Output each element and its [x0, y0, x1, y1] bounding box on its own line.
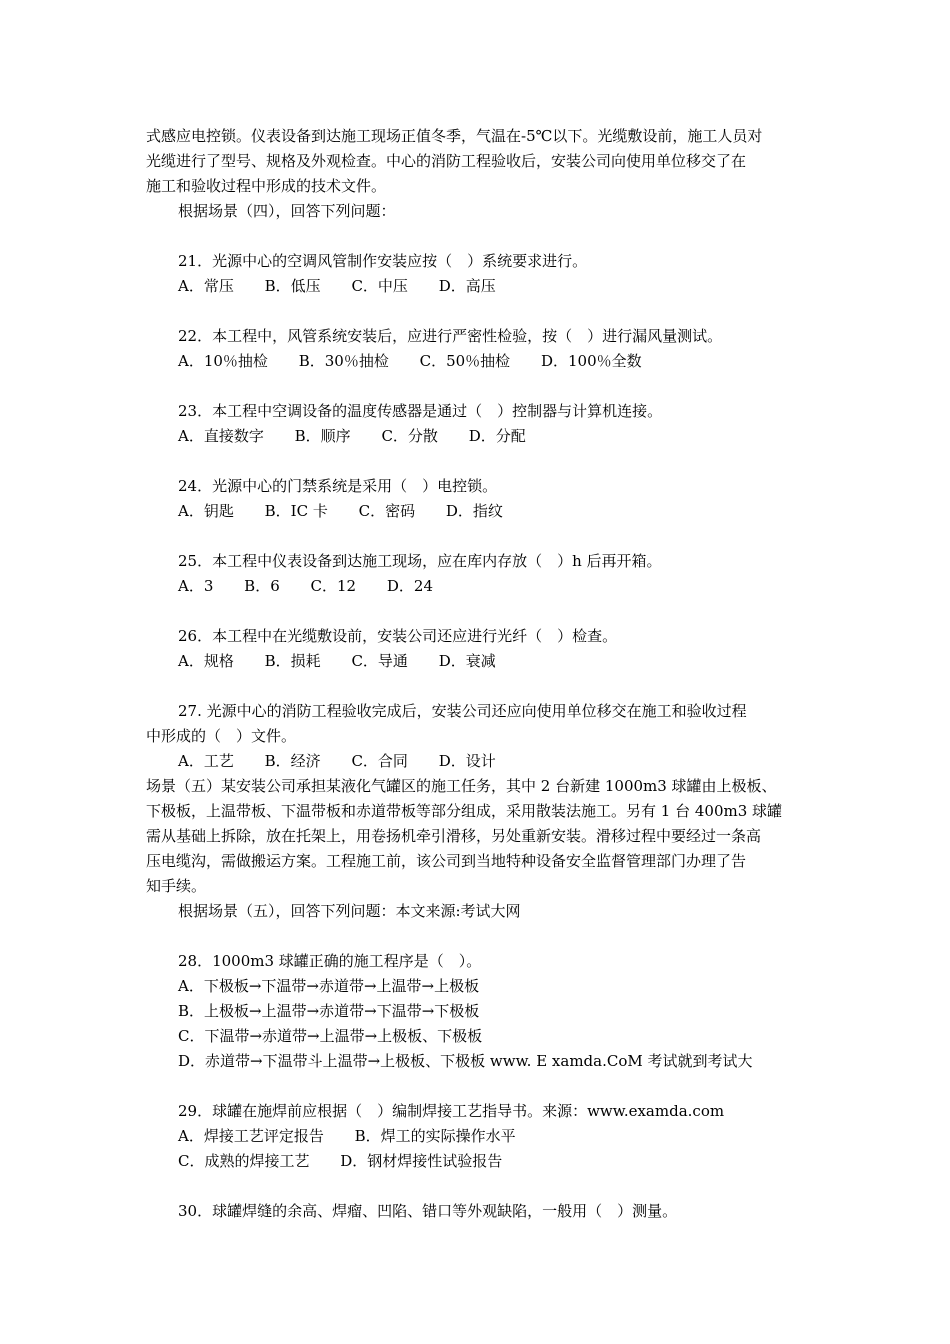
question-stem: 21．光源中心的空调风管制作安装应按（ ）系统要求进行。 [178, 252, 588, 270]
option-b: B．30％抽检 [298, 352, 389, 370]
option-a: A．3 [178, 577, 214, 595]
question-options [146, 349, 814, 374]
question-stem: 28．1000m3 球罐正确的施工程序是（ ）。 [178, 952, 482, 970]
question-28 [146, 949, 814, 1074]
question-23 [146, 399, 814, 449]
scene4-line: 光缆进行了型号、规格及外观检查。中心的消防工程验收后，安装公司向使用单位移交了在 [146, 152, 747, 170]
option-a: A．工艺 [178, 752, 234, 770]
scene4-line: 施工和验收过程中形成的技术文件。 [146, 177, 387, 195]
option-a: A．10％抽检 [178, 352, 268, 370]
question-stem: 29．球罐在施焊前应根据（ ）编制焊接工艺指导书。来源：www.examda.com [178, 1102, 725, 1120]
option-b: B．6 [244, 577, 280, 595]
option-c: C．合同 [351, 752, 408, 770]
option-c: C．导通 [351, 652, 408, 670]
option-c: C．分散 [381, 427, 438, 445]
scene5-line: 压电缆沟，需做搬运方案。工程施工前，该公司到当地特种设备安全监督管理部门办理了告 [146, 852, 747, 870]
question-options [146, 574, 814, 599]
option-a: A．规格 [178, 652, 234, 670]
option-a: A．常压 [178, 277, 234, 295]
option-d: D．高压 [438, 277, 496, 295]
option-c: C．下温带→赤道带→上温带→上极板、下极板 [178, 1027, 483, 1045]
option-a: A．钥匙 [178, 502, 234, 520]
question-options [146, 499, 814, 524]
scene5-prompt: 根据场景（五），回答下列问题：本文来源:考试大网 [178, 902, 521, 920]
option-d: D．衰减 [438, 652, 496, 670]
scene4-paragraph [146, 124, 814, 199]
scene4-prompt: 根据场景（四），回答下列问题： [178, 202, 396, 220]
question-stem: 30．球罐焊缝的余高、焊瘤、凹陷、错口等外观缺陷，一般用（ ）测量。 [178, 1202, 678, 1220]
question-options-row [146, 1149, 814, 1174]
question-stem-continued: 中形成的（ ）文件。 [146, 727, 297, 745]
question-24 [146, 474, 814, 524]
scene5-paragraph [146, 774, 814, 899]
question-stem: 24．光源中心的门禁系统是采用（ ）电控锁。 [178, 477, 498, 495]
question-stem: 26．本工程中在光缆敷设前，安装公司还应进行光纤（ ）检查。 [178, 627, 618, 645]
option-c: C．50％抽检 [419, 352, 511, 370]
question-27 [146, 699, 814, 774]
scene4-line: 式感应电控锁。仪表设备到达施工现场正值冬季，气温在-5℃以下。光缆敷设前，施工人员对 [146, 127, 763, 145]
document-body [146, 124, 814, 1224]
scene5-line: 场景（五）某安装公司承担某液化气罐区的施工任务，其中 2 台新建 1000m3 球罐由上极板、 [146, 777, 777, 795]
option-a: A．下极板→下温带→赤道带→上温带→上极板 [178, 977, 480, 995]
question-options [146, 424, 814, 449]
option-d: D．24 [386, 577, 434, 595]
scene5-line: 下极板，上温带板、下温带板和赤道带板等部分组成，采用散装法施工。另有 1 台 400m3 球罐 [146, 802, 783, 820]
option-d: D．分配 [468, 427, 526, 445]
option-c: C．中压 [351, 277, 408, 295]
option-d: D．赤道带→下温带斗上温带→上极板、下极板 www. E xamda.CoM 考试就到考试大 [178, 1052, 753, 1070]
question-26 [146, 624, 814, 674]
option-d: D．100％全数 [540, 352, 642, 370]
question-stem: 25．本工程中仪表设备到达施工现场，应在库内存放（ ）h 后再开箱。 [178, 552, 662, 570]
question-30 [146, 1199, 814, 1224]
question-options [146, 649, 814, 674]
option-c: C．密码 [358, 502, 416, 520]
option-b: B．顺序 [294, 427, 351, 445]
question-stem: 22．本工程中，风管系统安装后，应进行严密性检验，按（ ）进行漏风量测试。 [178, 327, 723, 345]
question-29 [146, 1099, 814, 1174]
question-22 [146, 324, 814, 374]
option-b: B．低压 [264, 277, 321, 295]
option-a: A．直接数字 [178, 427, 264, 445]
option-b: B．IC 卡 [264, 502, 328, 520]
option-c: C．成熟的焊接工艺 [178, 1152, 310, 1170]
question-stem: 27. 光源中心的消防工程验收完成后，安装公司还应向使用单位移交在施工和验收过程 [178, 702, 747, 720]
option-b: B．上极板→上温带→赤道带→下温带→下极板 [178, 1002, 480, 1020]
question-options-row [146, 1124, 814, 1149]
option-b: B．经济 [264, 752, 321, 770]
question-stem: 23．本工程中空调设备的温度传感器是通过（ ）控制器与计算机连接。 [178, 402, 663, 420]
option-d: D．钢材焊接性试验报告 [340, 1152, 503, 1170]
question-options [146, 274, 814, 299]
question-21 [146, 249, 814, 299]
option-c: C．12 [310, 577, 357, 595]
question-25 [146, 549, 814, 599]
option-d: D．指纹 [445, 502, 503, 520]
scene5-line: 需从基础上拆除，放在托架上，用卷扬机牵引滑移，另处重新安装。滑移过程中要经过一条高 [146, 827, 762, 845]
option-b: B．焊工的实际操作水平 [354, 1127, 516, 1145]
option-a: A．焊接工艺评定报告 [178, 1127, 324, 1145]
option-d: D．设计 [438, 752, 496, 770]
question-options [146, 749, 814, 774]
scene5-line: 知手续。 [146, 877, 207, 895]
option-b: B．损耗 [264, 652, 321, 670]
